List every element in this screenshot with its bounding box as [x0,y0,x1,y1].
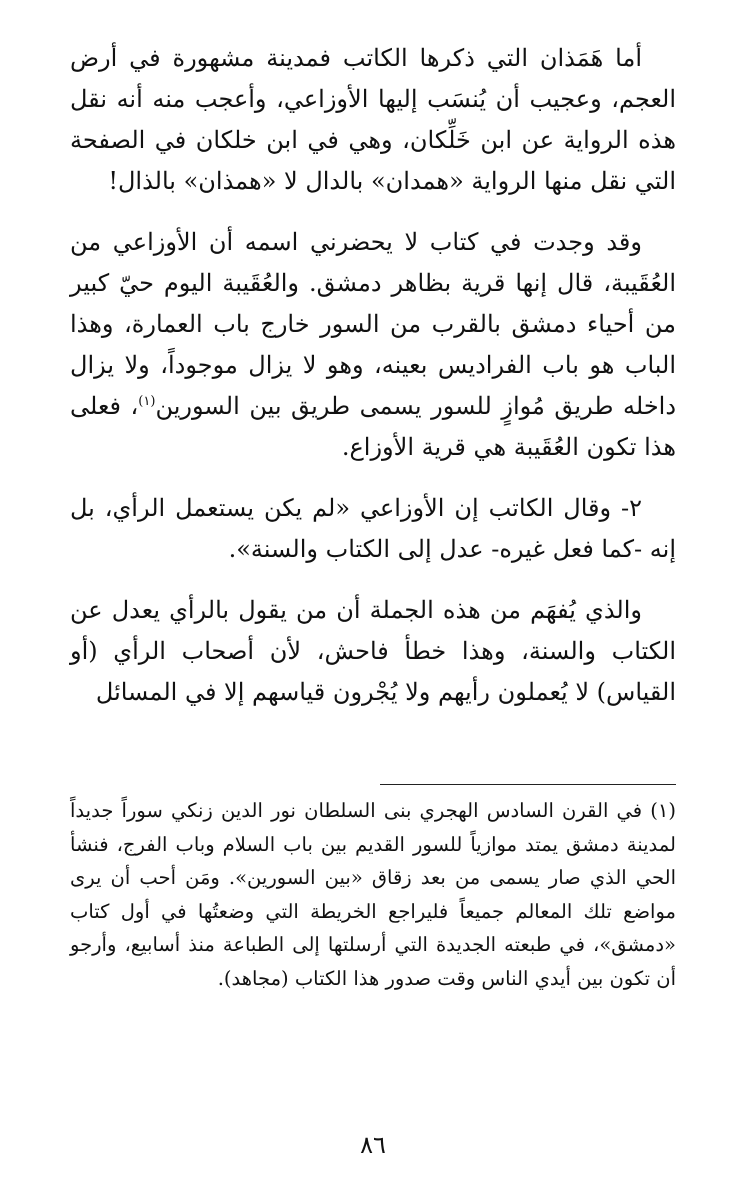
paragraph-point-2: ٢- وقال الكاتب إن الأوزاعي «لم يكن يستعمل الرأي، بل إنه -كما فعل غيره- عدل إلى الكتاب والسنة». [70,494,676,563]
book-page [70,38,676,1193]
paragraph-uqaybah [70,222,676,468]
main-text [70,38,676,713]
footnotes-section [70,794,676,995]
footnote-1: (١) في القرن السادس الهجري بنى السلطان نور الدين زنكي سوراً جديداً لمدينة دمشق يمتد موازياً للسور القديم بين باب السلام وباب الفرج، فنشأ الحي الذي صار يسمى من بعد زقاق «بين السورين». ومَن أحب أن يرى مواضع تلك المعالم جميعاً فليراجع الخريطة التي وضعتُها في أول كتاب «دمشق»، في طبعته الجديدة التي أرسلتها إلى الطباعة منذ أسابيع، وأرجو أن تكون بين أيدي الناس وقت صدور هذا الكتاب (مجاهد). [70,799,676,990]
page-number: ٨٦ [360,1131,386,1159]
paragraph-ray-meaning: والذي يُفهَم من هذه الجملة أن من يقول بالرأي يعدل عن الكتاب والسنة، وهذا خطأ فاحش، لأن أصحاب الرأي (أو القياس) لا يُعملون رأيهم ولا يُجْرون قياسهم إلا في المسائل [70,596,676,706]
footnote-separator [380,784,676,785]
paragraph-uqaybah-text-end: ، فعلى هذا تكون العُقَيبة هي قرية الأوزاع. [70,392,676,461]
paragraph-uqaybah-text-start: وقد وجدت في كتاب لا يحضرني اسمه أن الأوزاعي من العُقَيبة، قال إنها قرية بظاهر دمشق. والعُقَيبة اليوم حيّ كبير من أحياء دمشق بالقرب من السور خارج باب العمارة، وهذا الباب هو باب الفراديس بعينه، وهو لا يزال موجوداً، ولا يزال داخله طريق مُوازٍ للسور يسمى طريق بين السورين [70,228,677,420]
paragraph-hamadhan: أما هَمَذان التي ذكرها الكاتب فمدينة مشهورة في أرض العجم، وعجيب أن يُنسَب إليها الأوزاعي، وأعجب منه أنه نقل هذه الرواية عن ابن خَلِّكان، وهي في ابن خلكان في الصفحة التي نقل منها الرواية «همدان» بالدال لا «همذان» بالذال! [70,44,676,195]
footnote-reference[interactable]: (١) [138,394,156,409]
